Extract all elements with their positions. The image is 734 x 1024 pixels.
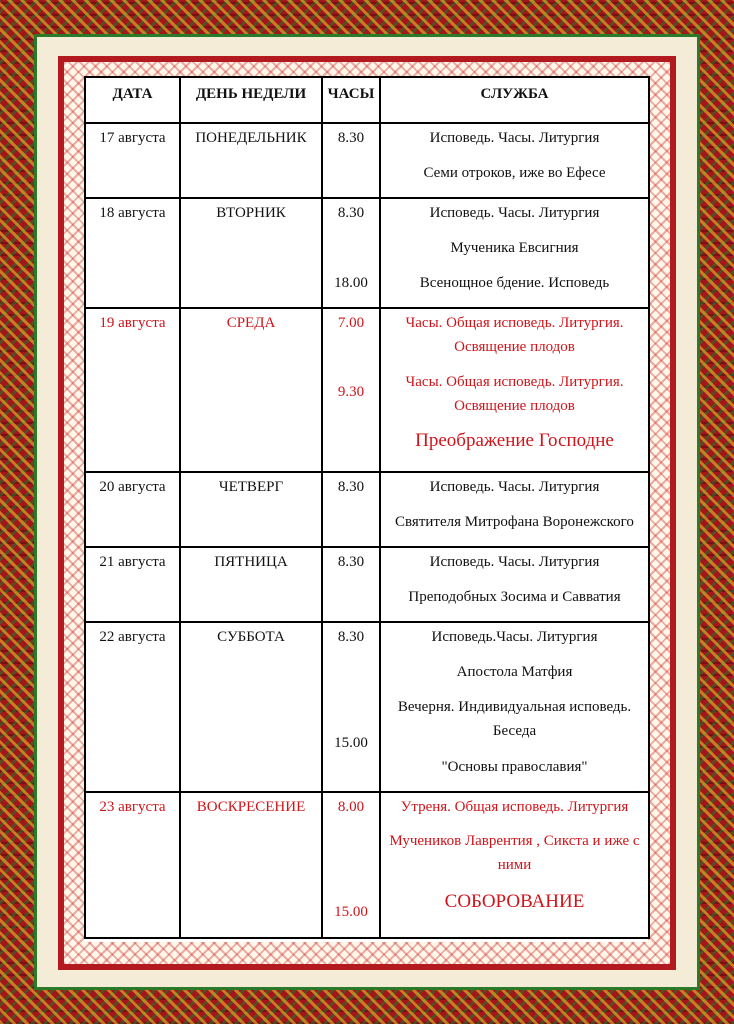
header-service: СЛУЖБА xyxy=(380,77,649,123)
feast-title: СОБОРОВАНИЕ xyxy=(444,891,585,912)
service-line: Часы. Общая исповедь. Литургия. Освящение плодов xyxy=(405,374,624,414)
header-row xyxy=(85,77,649,123)
day-cell: ВТОРНИК xyxy=(216,205,286,221)
day-cell: СУББОТА xyxy=(217,629,285,645)
time-cell: 9.30 xyxy=(337,384,365,400)
service-line: Вечерня. Индивидуальная исповедь. Беседа xyxy=(397,699,632,739)
table-row xyxy=(85,198,649,308)
table-row xyxy=(85,622,649,792)
time-cell: 8.30 xyxy=(337,479,365,495)
time-cell: 15.00 xyxy=(334,904,368,920)
service-line: Исповедь.Часы. Литургия xyxy=(431,629,598,645)
service-line: Исповедь. Часы. Литургия xyxy=(429,130,600,146)
time-cell: 8.30 xyxy=(337,130,365,146)
time-cell: 7.00 xyxy=(337,315,365,331)
service-line: Часы. Общая исповедь. Литургия. Освящение плодов xyxy=(405,315,624,355)
service-line: Исповедь. Часы. Литургия xyxy=(429,205,600,221)
feast-title: Преображение Господне xyxy=(415,430,614,451)
service-line: Исповедь. Часы. Литургия xyxy=(429,479,600,495)
service-line: Утреня. Общая исповедь. Литургия xyxy=(400,799,629,815)
time-cell: 8.30 xyxy=(337,629,365,645)
header-date: ДАТА xyxy=(85,77,180,123)
table-row xyxy=(85,547,649,622)
service-line: Святителя Митрофана Воронежского xyxy=(395,514,634,530)
service-line: Всенощное бдение. Исповедь xyxy=(419,275,610,291)
date-cell: 20 августа xyxy=(99,479,166,495)
date-cell: 19 августа xyxy=(99,315,166,331)
service-line: Преподобных Зосима и Савватия xyxy=(408,589,621,605)
date-cell: 21 августа xyxy=(99,554,166,570)
service-line: Исповедь. Часы. Литургия xyxy=(429,554,600,570)
service-line: "Основы православия" xyxy=(441,759,588,775)
service-line: Семи отроков, иже во Ефесе xyxy=(423,165,606,181)
date-cell: 23 августа xyxy=(99,799,166,815)
time-cell: 18.00 xyxy=(334,275,368,291)
schedule-table xyxy=(84,76,650,939)
day-cell: ПЯТНИЦА xyxy=(214,554,288,570)
time-cell: 15.00 xyxy=(334,735,368,751)
header-day: ДЕНЬ НЕДЕЛИ xyxy=(180,77,322,123)
header-time: ЧАСЫ xyxy=(322,77,380,123)
table-row xyxy=(85,472,649,547)
service-line: Апостола Матфия xyxy=(456,664,573,680)
time-cell: 8.30 xyxy=(337,554,365,570)
date-cell: 18 августа xyxy=(99,205,166,221)
day-cell: ЧЕТВЕРГ xyxy=(218,479,284,495)
day-cell: ВОСКРЕСЕНИЕ xyxy=(196,799,306,815)
table-row xyxy=(85,792,649,938)
date-cell: 22 августа xyxy=(99,629,166,645)
table-row xyxy=(85,308,649,472)
time-cell: 8.00 xyxy=(337,799,365,815)
day-cell: ПОНЕДЕЛЬНИК xyxy=(195,130,307,146)
service-line: Мучеников Лаврентия , Сикста и иже с ними xyxy=(389,833,640,873)
service-line: Мученика Евсигния xyxy=(450,240,579,256)
date-cell: 17 августа xyxy=(99,130,166,146)
day-cell: СРЕДА xyxy=(226,315,276,331)
time-cell: 8.30 xyxy=(337,205,365,221)
table-row xyxy=(85,123,649,198)
